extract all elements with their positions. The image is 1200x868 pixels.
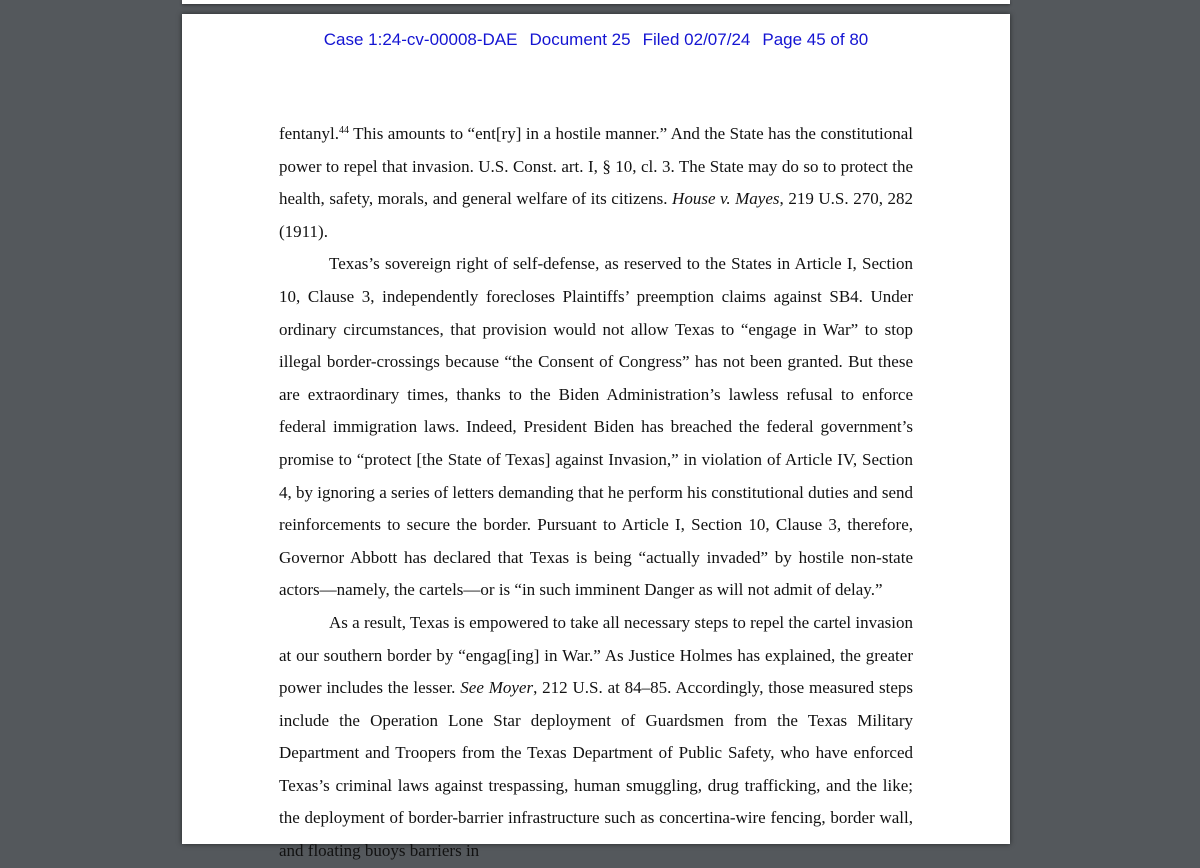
paragraph-1 bbox=[279, 118, 913, 248]
document-number: Document 25 bbox=[529, 30, 631, 49]
previous-page-edge bbox=[182, 0, 1010, 4]
paragraph-3 bbox=[279, 607, 913, 868]
body-text bbox=[279, 118, 913, 868]
paragraph-1-end: , 219 U.S. 270, 282 (1911). bbox=[279, 189, 914, 241]
case-citation-house-v-mayes: House v. Mayes bbox=[672, 189, 780, 209]
document-page bbox=[182, 14, 1010, 861]
paragraph-1-body: This amounts to “ent[ry] in a hostile manner.” And the State has the constitutional power to repel that invasion. U.S. Const. art. I, § 10, cl. 3. The State may do so to protect the health, safety, morals, and general welfare of its citizens. bbox=[279, 124, 913, 209]
paragraph-3-body: , 212 U.S. at 84–85. Accordingly, those measured steps include the Operation Lone Star deployment of Guardsmen from the Texas Military Department and Troopers from the Texas Department of Public Safety, who have enforced Texas’s criminal laws against trespassing, human smuggling, drug trafficking, and the like; the deployment of border-barrier infrastructure such as concertina-wire fencing, border wall, and floating buoys barriers in bbox=[279, 678, 913, 861]
filed-date: Filed 02/07/24 bbox=[642, 30, 751, 49]
case-citation-see-moyer: See Moyer bbox=[460, 678, 534, 698]
paragraph-1-start: fentanyl. bbox=[279, 124, 339, 143]
page-indicator: Page 45 of 80 bbox=[762, 30, 869, 49]
paragraph-3-start: As a result, Texas is empowered to take all necessary steps to repel the cartel invasion at our southern border by “engag[ing] in War.” As Justice Holmes has explained, the greater power includes the lesser. bbox=[279, 612, 913, 698]
paragraph-2: Texas’s sovereign right of self-defense, as reserved to the States in Article I, Section 10, Clause 3, independently forecloses Plaintiffs’ preemption claims against SB4. Under ordinary circumstances, that provision would not allow Texas to “engage in War” to stop illegal border-crossings because “the Consent of Congress” has not been granted. But these are extraordinary times, thanks to the Biden Administration’s lawless refusal to enforce federal immigration laws. Indeed, President Biden has breached the federal government’s promise to “protect [the State of Texas] against Invasion,” in violation of Article IV, Section 4, by ignoring a series of letters demanding that he perform his constitutional duties and send reinforcements to secure the border. Pursuant to Article I, Section 10, Clause 3, therefore, Governor Abbott has declared that Texas is being “actually invaded” by hostile non-state actors—namely, the cartels—or is “in such imminent Danger as will not admit of delay.” bbox=[279, 254, 913, 600]
case-header bbox=[182, 29, 1010, 51]
case-number: Case 1:24-cv-00008-DAE bbox=[323, 30, 518, 49]
footnote-reference[interactable]: 44 bbox=[338, 125, 349, 136]
